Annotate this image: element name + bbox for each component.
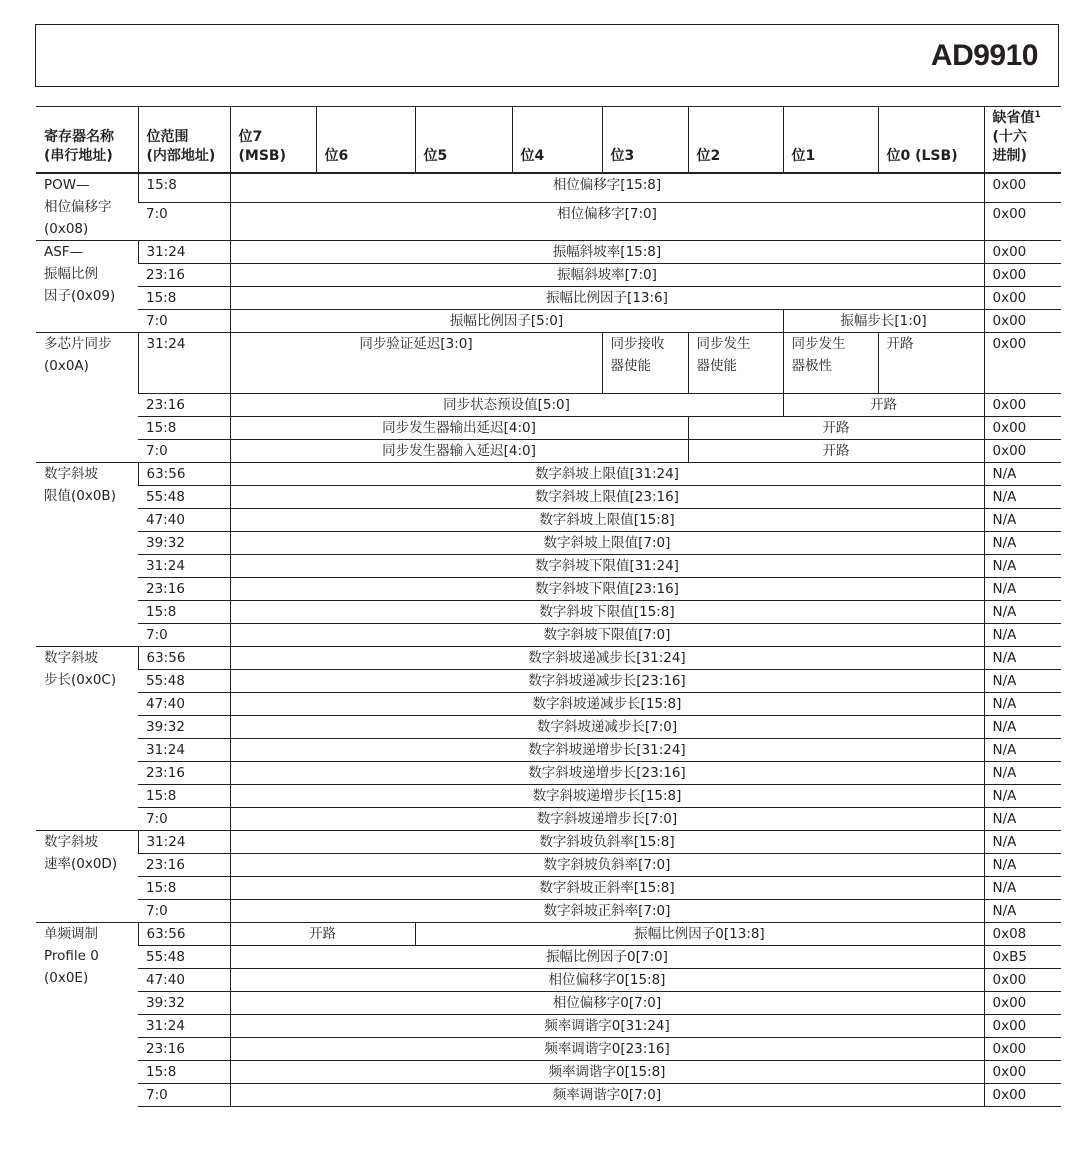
bit-field: 开路 bbox=[688, 440, 984, 463]
bit-range: 63:56 bbox=[138, 647, 230, 670]
bit-field: 数字斜坡递减步长[7:0] bbox=[230, 716, 984, 739]
bit-field: 数字斜坡下限值[7:0] bbox=[230, 624, 984, 647]
bit-field: 同步验证延迟[3:0] bbox=[230, 333, 602, 394]
table-row bbox=[36, 173, 1061, 203]
table-row bbox=[36, 992, 1061, 1015]
bit-range: 31:24 bbox=[138, 333, 230, 394]
table-row bbox=[36, 1084, 1061, 1107]
bit-field: 振幅比例因子0[13:8] bbox=[415, 923, 984, 946]
bit-field: 相位偏移字[15:8] bbox=[230, 173, 984, 203]
bit-range: 7:0 bbox=[138, 808, 230, 831]
default-value: N/A bbox=[984, 900, 1061, 923]
table-row bbox=[36, 394, 1061, 417]
table-row bbox=[36, 601, 1061, 624]
bit-range: 15:8 bbox=[138, 287, 230, 310]
header-register-name: 寄存器名称 (串行地址) bbox=[36, 107, 138, 174]
bit-field: 同步发生 器使能 bbox=[688, 333, 783, 394]
bit-field: 振幅比例因子0[7:0] bbox=[230, 946, 984, 969]
default-value: N/A bbox=[984, 808, 1061, 831]
table-row bbox=[36, 946, 1061, 969]
bit-range: 15:8 bbox=[138, 173, 230, 203]
bit-range: 39:32 bbox=[138, 532, 230, 555]
table-row bbox=[36, 578, 1061, 601]
bit-field: 数字斜坡下限值[31:24] bbox=[230, 555, 984, 578]
header-default: 缺省值$^1$ (十六 进制) bbox=[984, 107, 1061, 174]
register-map-table bbox=[36, 106, 1061, 1107]
default-value: 0x00 bbox=[984, 440, 1061, 463]
default-value: N/A bbox=[984, 693, 1061, 716]
default-value: N/A bbox=[984, 463, 1061, 486]
table-row bbox=[36, 969, 1061, 992]
table-row bbox=[36, 264, 1061, 287]
bit-field: 数字斜坡递减步长[31:24] bbox=[230, 647, 984, 670]
bit-field: 频率调谐字0[7:0] bbox=[230, 1084, 984, 1107]
bit-field: 相位偏移字[7:0] bbox=[230, 203, 984, 241]
table-header-row bbox=[36, 107, 1061, 174]
default-value: 0x00 bbox=[984, 1061, 1061, 1084]
table-row bbox=[36, 555, 1061, 578]
table-row bbox=[36, 693, 1061, 716]
bit-range: 15:8 bbox=[138, 877, 230, 900]
bit-field: 数字斜坡正斜率[7:0] bbox=[230, 900, 984, 923]
table-row bbox=[36, 310, 1061, 333]
table-row bbox=[36, 670, 1061, 693]
bit-range: 47:40 bbox=[138, 969, 230, 992]
default-value: 0x00 bbox=[984, 310, 1061, 333]
bit-range: 23:16 bbox=[138, 264, 230, 287]
bit-field: 同步发生 器极性 bbox=[783, 333, 878, 394]
default-value: 0x00 bbox=[984, 1015, 1061, 1038]
default-value: N/A bbox=[984, 624, 1061, 647]
bit-field: 数字斜坡递减步长[23:16] bbox=[230, 670, 984, 693]
bit-range: 55:48 bbox=[138, 670, 230, 693]
bit-range: 47:40 bbox=[138, 509, 230, 532]
default-value: 0x08 bbox=[984, 923, 1061, 946]
register-name-asf: ASF— 振幅比例 因子(0x09) bbox=[36, 241, 138, 333]
table-row bbox=[36, 287, 1061, 310]
bit-range: 7:0 bbox=[138, 440, 230, 463]
bit-range: 7:0 bbox=[138, 1084, 230, 1107]
table-row bbox=[36, 1038, 1061, 1061]
bit-field: 振幅斜坡率[15:8] bbox=[230, 241, 984, 264]
bit-field: 频率调谐字0[31:24] bbox=[230, 1015, 984, 1038]
bit-field: 频率调谐字0[23:16] bbox=[230, 1038, 984, 1061]
bit-range: 23:16 bbox=[138, 762, 230, 785]
default-value: N/A bbox=[984, 578, 1061, 601]
bit-range: 23:16 bbox=[138, 1038, 230, 1061]
bit-field: 开路 bbox=[688, 417, 984, 440]
bit-range: 31:24 bbox=[138, 739, 230, 762]
default-value: N/A bbox=[984, 762, 1061, 785]
table-row bbox=[36, 785, 1061, 808]
default-value: 0x00 bbox=[984, 969, 1061, 992]
part-number: AD9910 bbox=[930, 39, 1038, 72]
bit-range: 31:24 bbox=[138, 241, 230, 264]
bit-range: 15:8 bbox=[138, 601, 230, 624]
table-row bbox=[36, 624, 1061, 647]
bit-range: 7:0 bbox=[138, 203, 230, 241]
header-bit7: 位7 (MSB) bbox=[230, 107, 316, 174]
table-row bbox=[36, 440, 1061, 463]
header-bit0: 位0 (LSB) bbox=[878, 107, 984, 174]
bit-field: 振幅比例因子[13:6] bbox=[230, 287, 984, 310]
bit-field: 频率调谐字0[15:8] bbox=[230, 1061, 984, 1084]
bit-field: 数字斜坡下限值[23:16] bbox=[230, 578, 984, 601]
table-row bbox=[36, 900, 1061, 923]
bit-field: 开路 bbox=[230, 923, 415, 946]
table-row bbox=[36, 647, 1061, 670]
bit-range: 15:8 bbox=[138, 417, 230, 440]
table-row bbox=[36, 877, 1061, 900]
bit-field: 数字斜坡递增步长[7:0] bbox=[230, 808, 984, 831]
default-value: 0x00 bbox=[984, 287, 1061, 310]
bit-field: 数字斜坡上限值[15:8] bbox=[230, 509, 984, 532]
header-bit6: 位6 bbox=[316, 107, 415, 174]
table-row bbox=[36, 808, 1061, 831]
table-row bbox=[36, 203, 1061, 241]
bit-range: 7:0 bbox=[138, 624, 230, 647]
bit-range: 23:16 bbox=[138, 578, 230, 601]
default-value: N/A bbox=[984, 509, 1061, 532]
bit-range: 39:32 bbox=[138, 716, 230, 739]
table-row bbox=[36, 716, 1061, 739]
table-row bbox=[36, 762, 1061, 785]
default-value: N/A bbox=[984, 877, 1061, 900]
bit-field: 数字斜坡下限值[15:8] bbox=[230, 601, 984, 624]
bit-range: 31:24 bbox=[138, 831, 230, 854]
table-row bbox=[36, 333, 1061, 394]
default-value: 0xB5 bbox=[984, 946, 1061, 969]
bit-field: 数字斜坡上限值[7:0] bbox=[230, 532, 984, 555]
register-name-pow: POW— 相位偏移字 (0x08) bbox=[36, 173, 138, 241]
bit-field: 数字斜坡递减步长[15:8] bbox=[230, 693, 984, 716]
header-bit1: 位1 bbox=[783, 107, 878, 174]
table-row bbox=[36, 463, 1061, 486]
bit-field: 数字斜坡负斜率[7:0] bbox=[230, 854, 984, 877]
bit-field: 数字斜坡递增步长[31:24] bbox=[230, 739, 984, 762]
table-row bbox=[36, 1015, 1061, 1038]
bit-range: 55:48 bbox=[138, 486, 230, 509]
default-value: 0x00 bbox=[984, 1084, 1061, 1107]
register-name-multichip: 多芯片同步 (0x0A) bbox=[36, 333, 138, 463]
default-value: N/A bbox=[984, 716, 1061, 739]
bit-field: 相位偏移字0[7:0] bbox=[230, 992, 984, 1015]
default-value: N/A bbox=[984, 854, 1061, 877]
bit-field: 振幅步长[1:0] bbox=[783, 310, 984, 333]
bit-field: 开路 bbox=[783, 394, 984, 417]
page-header bbox=[35, 24, 1059, 87]
bit-field: 振幅斜坡率[7:0] bbox=[230, 264, 984, 287]
bit-field: 数字斜坡负斜率[15:8] bbox=[230, 831, 984, 854]
default-value: 0x00 bbox=[984, 394, 1061, 417]
bit-range: 23:16 bbox=[138, 854, 230, 877]
header-bit3: 位3 bbox=[602, 107, 688, 174]
header-bit4: 位4 bbox=[512, 107, 602, 174]
default-value: 0x00 bbox=[984, 241, 1061, 264]
default-value: 0x00 bbox=[984, 264, 1061, 287]
default-value: 0x00 bbox=[984, 173, 1061, 203]
bit-range: 23:16 bbox=[138, 394, 230, 417]
bit-field: 振幅比例因子[5:0] bbox=[230, 310, 783, 333]
bit-field: 同步发生器输入延迟[4:0] bbox=[230, 440, 688, 463]
bit-field: 数字斜坡上限值[23:16] bbox=[230, 486, 984, 509]
default-value: N/A bbox=[984, 670, 1061, 693]
header-bit5: 位5 bbox=[415, 107, 512, 174]
bit-field: 相位偏移字0[15:8] bbox=[230, 969, 984, 992]
default-value: N/A bbox=[984, 647, 1061, 670]
register-name-ramp-step: 数字斜坡 步长(0x0C) bbox=[36, 647, 138, 831]
bit-range: 47:40 bbox=[138, 693, 230, 716]
bit-range: 63:56 bbox=[138, 463, 230, 486]
default-value: N/A bbox=[984, 601, 1061, 624]
bit-field: 同步状态预设值[5:0] bbox=[230, 394, 783, 417]
default-value: 0x00 bbox=[984, 992, 1061, 1015]
default-value: N/A bbox=[984, 486, 1061, 509]
bit-field: 同步接收 器使能 bbox=[602, 333, 688, 394]
table-row bbox=[36, 486, 1061, 509]
bit-range: 63:56 bbox=[138, 923, 230, 946]
header-bit-range: 位范围 (内部地址) bbox=[138, 107, 230, 174]
header-bit2: 位2 bbox=[688, 107, 783, 174]
table-row bbox=[36, 509, 1061, 532]
default-value: N/A bbox=[984, 532, 1061, 555]
table-row bbox=[36, 1061, 1061, 1084]
bit-range: 15:8 bbox=[138, 1061, 230, 1084]
default-value: N/A bbox=[984, 831, 1061, 854]
default-value: N/A bbox=[984, 785, 1061, 808]
table-row bbox=[36, 532, 1061, 555]
bit-field: 数字斜坡递增步长[23:16] bbox=[230, 762, 984, 785]
bit-field: 数字斜坡上限值[31:24] bbox=[230, 463, 984, 486]
table-row bbox=[36, 417, 1061, 440]
table-row bbox=[36, 241, 1061, 264]
table-row bbox=[36, 923, 1061, 946]
register-name-ramp-limit: 数字斜坡 限值(0x0B) bbox=[36, 463, 138, 647]
bit-range: 7:0 bbox=[138, 310, 230, 333]
default-value: 0x00 bbox=[984, 203, 1061, 241]
table-row bbox=[36, 854, 1061, 877]
bit-field: 数字斜坡递增步长[15:8] bbox=[230, 785, 984, 808]
register-name-profile0: 单频调制 Profile 0 (0x0E) bbox=[36, 923, 138, 1107]
bit-range: 39:32 bbox=[138, 992, 230, 1015]
bit-range: 15:8 bbox=[138, 785, 230, 808]
default-value: N/A bbox=[984, 739, 1061, 762]
default-value: 0x00 bbox=[984, 1038, 1061, 1061]
table-row bbox=[36, 831, 1061, 854]
bit-range: 55:48 bbox=[138, 946, 230, 969]
bit-range: 31:24 bbox=[138, 555, 230, 578]
default-value: N/A bbox=[984, 555, 1061, 578]
default-value: 0x00 bbox=[984, 417, 1061, 440]
bit-range: 7:0 bbox=[138, 900, 230, 923]
bit-field: 同步发生器输出延迟[4:0] bbox=[230, 417, 688, 440]
bit-field: 数字斜坡正斜率[15:8] bbox=[230, 877, 984, 900]
register-name-ramp-rate: 数字斜坡 速率(0x0D) bbox=[36, 831, 138, 923]
default-value: 0x00 bbox=[984, 333, 1061, 394]
bit-range: 31:24 bbox=[138, 1015, 230, 1038]
table-row bbox=[36, 739, 1061, 762]
bit-field: 开路 bbox=[878, 333, 984, 394]
